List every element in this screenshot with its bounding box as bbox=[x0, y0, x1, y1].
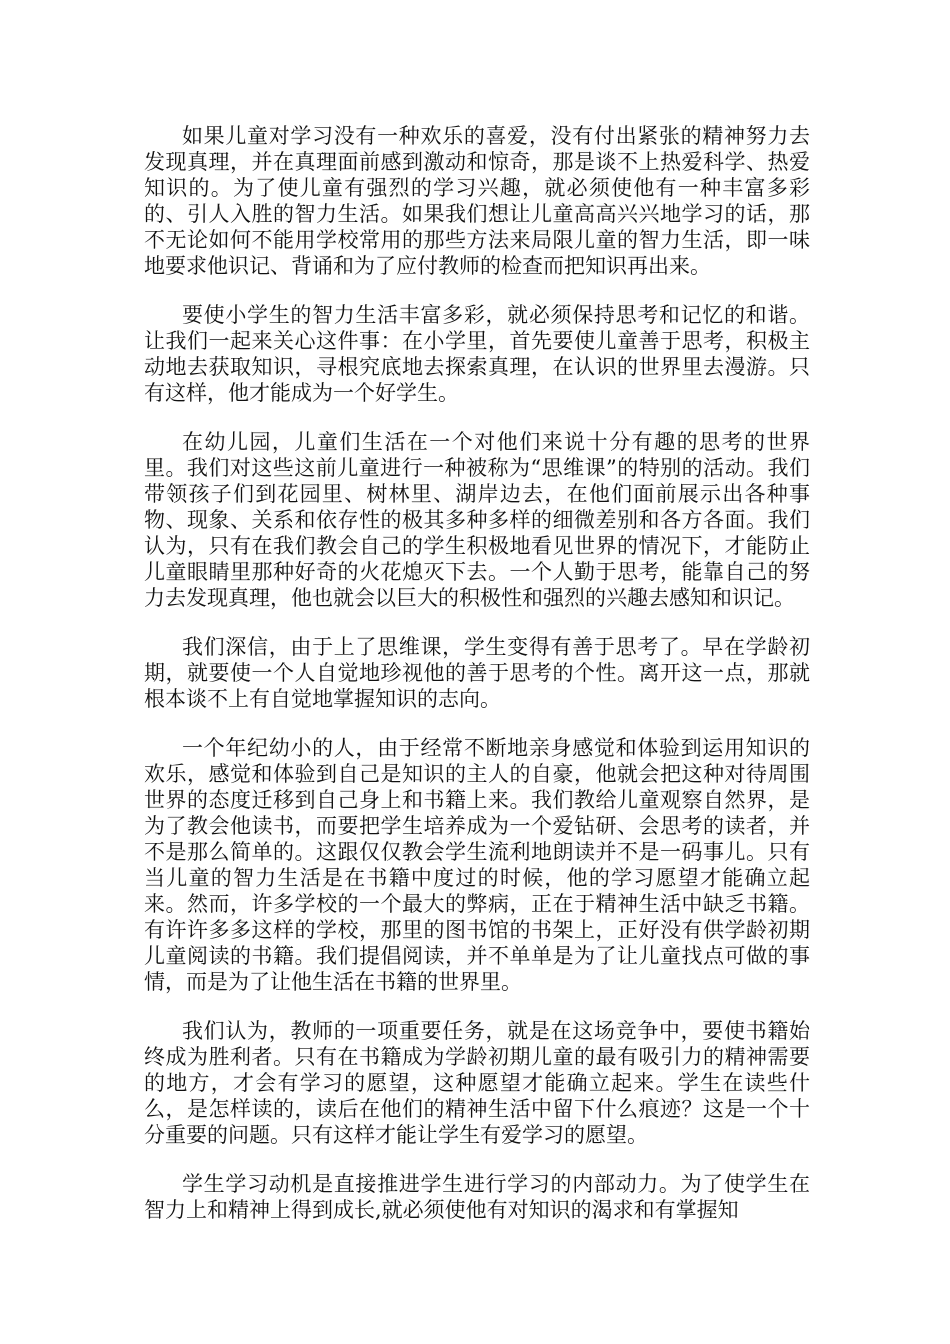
paragraph-3: 在幼儿园，儿童们生活在一个对他们来说十分有趣的思考的世界里。我们对这些这前儿童进行一种被称为“思维课”的特别的活动。我们带领孩子们到花园里、树林里、湖岸边去，在他们面前展示出各种事物、现象、关系和依存性的极其多种多样的细微差别和各方各面。我们认为，只有在我们教会自己的学生积极地看见世界的情况下，才能防止儿童眼睛里那种好奇的火花熄灭下去。一个人勤于思考，能靠自己的努力去发现真理，他也就会以巨大的积极性和强烈的兴趣去感知和识记。 bbox=[144, 430, 810, 610]
paragraph-7: 学生学习动机是直接推进学生进行学习的内部动力。为了使学生在智力上和精神上得到成长,就必须使他有对知识的渴求和有掌握知 bbox=[144, 1172, 810, 1222]
document-page bbox=[144, 123, 810, 1223]
paragraph-5: 一个年纪幼小的人，由于经常不断地亲身感觉和体验到运用知识的欢乐，感觉和体验到自己是知识的主人的自豪，他就会把这种对待周围世界的态度迁移到自己身上和书籍上来。我们教给儿童观察自然界，是为了教会他读书，而要把学生培养成为一个爱钻研、会思考的读者，并不是那么简单的。这跟仅仅教会学生流利地朗读并不是一码事儿。只有当儿童的智力生活是在书籍中度过的时候，他的学习愿望才能确立起来。然而，许多学校的一个最大的弊病，正在于精神生活中缺乏书籍。有许许多多这样的学校，那里的图书馆的书架上，正好没有供学龄初期儿童阅读的书籍。我们提倡阅读，并不单单是为了让儿童找点可做的事情，而是为了让他生活在书籍的世界里。 bbox=[144, 736, 810, 994]
paragraph-1: 如果儿童对学习没有一种欢乐的喜爱，没有付出紧张的精神努力去发现真理，并在真理面前感到激动和惊奇，那是谈不上热爱科学、热爱知识的。为了使儿童有强烈的学习兴趣，就必须使他有一种丰富多彩的、引人入胜的智力生活。如果我们想让儿童高高兴兴地学习的话，那不无论如何不能用学校常用的那些方法来局限儿童的智力生活，即一味地要求他识记、背诵和为了应付教师的检查而把知识再出来。 bbox=[144, 124, 810, 278]
paragraph-2: 要使小学生的智力生活丰富多彩，就必须保持思考和记忆的和谐。让我们一起来关心这件事：在小学里，首先要使儿童善于思考，积极主动地去获取知识，寻根究底地去探索真理，在认识的世界里去漫游。只有这样，他才能成为一个好学生。 bbox=[144, 303, 810, 405]
paragraph-4: 我们深信，由于上了思维课，学生变得有善于思考了。早在学龄初期，就要使一个人自觉地珍视他的善于思考的个性。离开这一点，那就根本谈不上有自觉地掌握知识的志向。 bbox=[144, 635, 810, 711]
paragraph-6: 我们认为，教师的一项重要任务，就是在这场竞争中，要使书籍始终成为胜利者。只有在书籍成为学龄初期儿童的最有吸引力的精神需要的地方，才会有学习的愿望，这种愿望才能确立起来。学生在读些什么，是怎样读的，读后在他们的精神生活中留下什么痕迹？这是一个十分重要的问题。只有这样才能让学生有爱学习的愿望。 bbox=[144, 1019, 810, 1147]
